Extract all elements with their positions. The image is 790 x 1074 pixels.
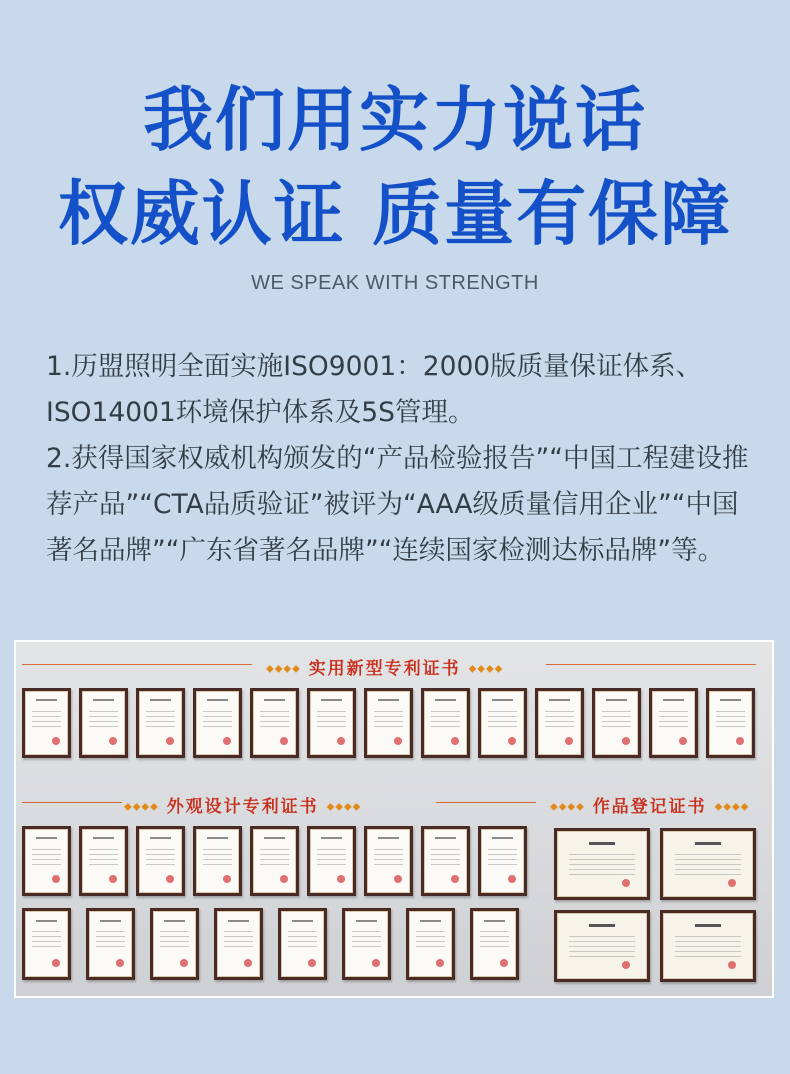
divider-line — [436, 802, 536, 803]
certificate-paper — [367, 829, 410, 893]
certificate-text-lines — [160, 931, 189, 950]
certificate-text-lines — [659, 711, 688, 730]
certificate-text-lines — [488, 711, 517, 730]
ornament: ◆◆◆◆ — [266, 663, 301, 675]
certificate-text-lines — [374, 711, 403, 730]
certificate-text-lines — [602, 711, 631, 730]
certificate-paper — [481, 829, 524, 893]
certificate-paper — [709, 691, 752, 755]
certificate-paper — [196, 829, 239, 893]
certificate-frame — [193, 826, 242, 896]
certificate-frame — [364, 688, 413, 758]
subtitle: WE SPEAK WITH STRENGTH — [251, 272, 539, 294]
certificate-text-lines — [32, 931, 61, 950]
certificate-paper — [310, 829, 353, 893]
section-title-utility-patent — [266, 654, 503, 679]
certificate-paper — [25, 691, 68, 755]
certificate-paper — [663, 831, 753, 897]
certificate-text-lines — [203, 711, 232, 730]
certificate-paper — [595, 691, 638, 755]
certificate-text-lines — [96, 931, 125, 950]
certificate-text-lines — [317, 711, 346, 730]
certificate-paper — [139, 829, 182, 893]
certificate-frame — [470, 908, 519, 980]
certificate-frame — [250, 688, 299, 758]
certificate-text-lines — [32, 849, 61, 868]
certificate-paper — [310, 691, 353, 755]
certificate-frame — [22, 908, 71, 980]
certificate-frame — [592, 688, 641, 758]
paragraph-2: 2.获得国家权威机构颁发的“产品检验报告”“中国工程建设推荐产品”“CTA品质验证”被评为“AAA级质量信用企业”“中国著名品牌”“广东省著名品牌”“连续国家检测达标品牌”等。 — [46, 443, 749, 566]
ornament: ◆◆◆◆ — [714, 801, 750, 813]
certificate-paper — [281, 911, 324, 977]
certificate-text-lines — [569, 936, 636, 959]
certificate-frame — [554, 828, 650, 900]
certificate-frame — [136, 826, 185, 896]
certificate-frame — [307, 826, 356, 896]
certificate-paper — [82, 829, 125, 893]
certificate-frame — [214, 908, 263, 980]
divider-line — [22, 802, 122, 803]
certificate-frame — [86, 908, 135, 980]
certificate-paper — [25, 829, 68, 893]
certificate-frame — [421, 688, 470, 758]
body-text — [46, 344, 756, 574]
certificate-frame — [79, 688, 128, 758]
section-title-text: 实用新型专利证书 — [308, 659, 461, 679]
certificate-paper — [424, 691, 467, 755]
certificate-paper — [557, 913, 647, 979]
certificate-frame — [307, 688, 356, 758]
section-title-text: 外观设计专利证书 — [166, 797, 319, 817]
headline-line-1: 我们用实力说话 — [143, 79, 647, 161]
certificate-frame — [22, 826, 71, 896]
certificate-paper — [345, 911, 388, 977]
certificate-frame — [22, 688, 71, 758]
certificate-text-lines — [374, 849, 403, 868]
certificate-frame — [706, 688, 755, 758]
ornament: ◆◆◆◆ — [326, 801, 362, 813]
certificate-text-lines — [146, 849, 175, 868]
certificate-frame — [278, 908, 327, 980]
certificate-frame — [193, 688, 242, 758]
certificate-text-lines — [260, 711, 289, 730]
certificate-paper — [82, 691, 125, 755]
certificate-paper — [196, 691, 239, 755]
ornament: ◆◆◆◆ — [124, 801, 159, 813]
certificate-frame — [535, 688, 584, 758]
divider-line — [546, 664, 756, 665]
certificate-text-lines — [416, 931, 445, 950]
certificate-paper — [409, 911, 452, 977]
certificate-frame — [478, 826, 527, 896]
certificate-text-lines — [260, 849, 289, 868]
certificate-paper — [473, 911, 516, 977]
certificate-text-lines — [224, 931, 253, 950]
certificate-paper — [25, 911, 68, 977]
certificate-text-lines — [431, 849, 460, 868]
certificate-text-lines — [488, 849, 517, 868]
certificate-paper — [538, 691, 581, 755]
divider-line — [22, 664, 252, 665]
certificate-frame — [660, 828, 756, 900]
certificate-text-lines — [431, 711, 460, 730]
certificate-frame — [342, 908, 391, 980]
certificate-wall-photo — [14, 640, 774, 998]
certificate-paper — [153, 911, 196, 977]
certificate-text-lines — [569, 854, 636, 877]
paragraph-1: 1.历盟照明全面实施ISO9001：2000版质量保证体系、ISO14001环境保护体系及5S管理。 — [46, 351, 703, 428]
section-title-design-patent — [124, 792, 361, 817]
certificate-frame — [649, 688, 698, 758]
certificate-text-lines — [89, 849, 118, 868]
certificate-paper — [253, 829, 296, 893]
certificate-text-lines — [203, 849, 232, 868]
certificate-paper — [557, 831, 647, 897]
certificate-frame — [79, 826, 128, 896]
certificate-text-lines — [32, 711, 61, 730]
certificate-frame — [554, 910, 650, 982]
certificate-frame — [421, 826, 470, 896]
certificate-paper — [424, 829, 467, 893]
certificate-paper — [663, 913, 753, 979]
certificate-frame — [660, 910, 756, 982]
certificate-text-lines — [480, 931, 509, 950]
headline-line-2: 权威认证 质量有保障 — [57, 173, 733, 255]
certificate-text-lines — [146, 711, 175, 730]
certificate-paper — [253, 691, 296, 755]
certificate-paper — [652, 691, 695, 755]
certificate-text-lines — [675, 854, 742, 877]
certificate-frame — [250, 826, 299, 896]
certificate-frame — [136, 688, 185, 758]
certificate-frame — [478, 688, 527, 758]
certificate-frame — [406, 908, 455, 980]
certificate-paper — [89, 911, 132, 977]
certificate-paper — [217, 911, 260, 977]
ornament: ◆◆◆◆ — [550, 801, 585, 813]
certificate-text-lines — [352, 931, 381, 950]
section-title-work-registration — [550, 792, 749, 817]
certificate-text-lines — [545, 711, 574, 730]
certificate-text-lines — [716, 711, 745, 730]
certificate-frame — [364, 826, 413, 896]
certificate-paper — [367, 691, 410, 755]
certificate-frame — [150, 908, 199, 980]
certificate-text-lines — [317, 849, 346, 868]
certificate-text-lines — [288, 931, 317, 950]
certificate-paper — [139, 691, 182, 755]
certificate-paper — [481, 691, 524, 755]
ornament: ◆◆◆◆ — [468, 663, 504, 675]
certificate-text-lines — [89, 711, 118, 730]
section-title-text: 作品登记证书 — [592, 797, 707, 817]
certificate-text-lines — [675, 936, 742, 959]
